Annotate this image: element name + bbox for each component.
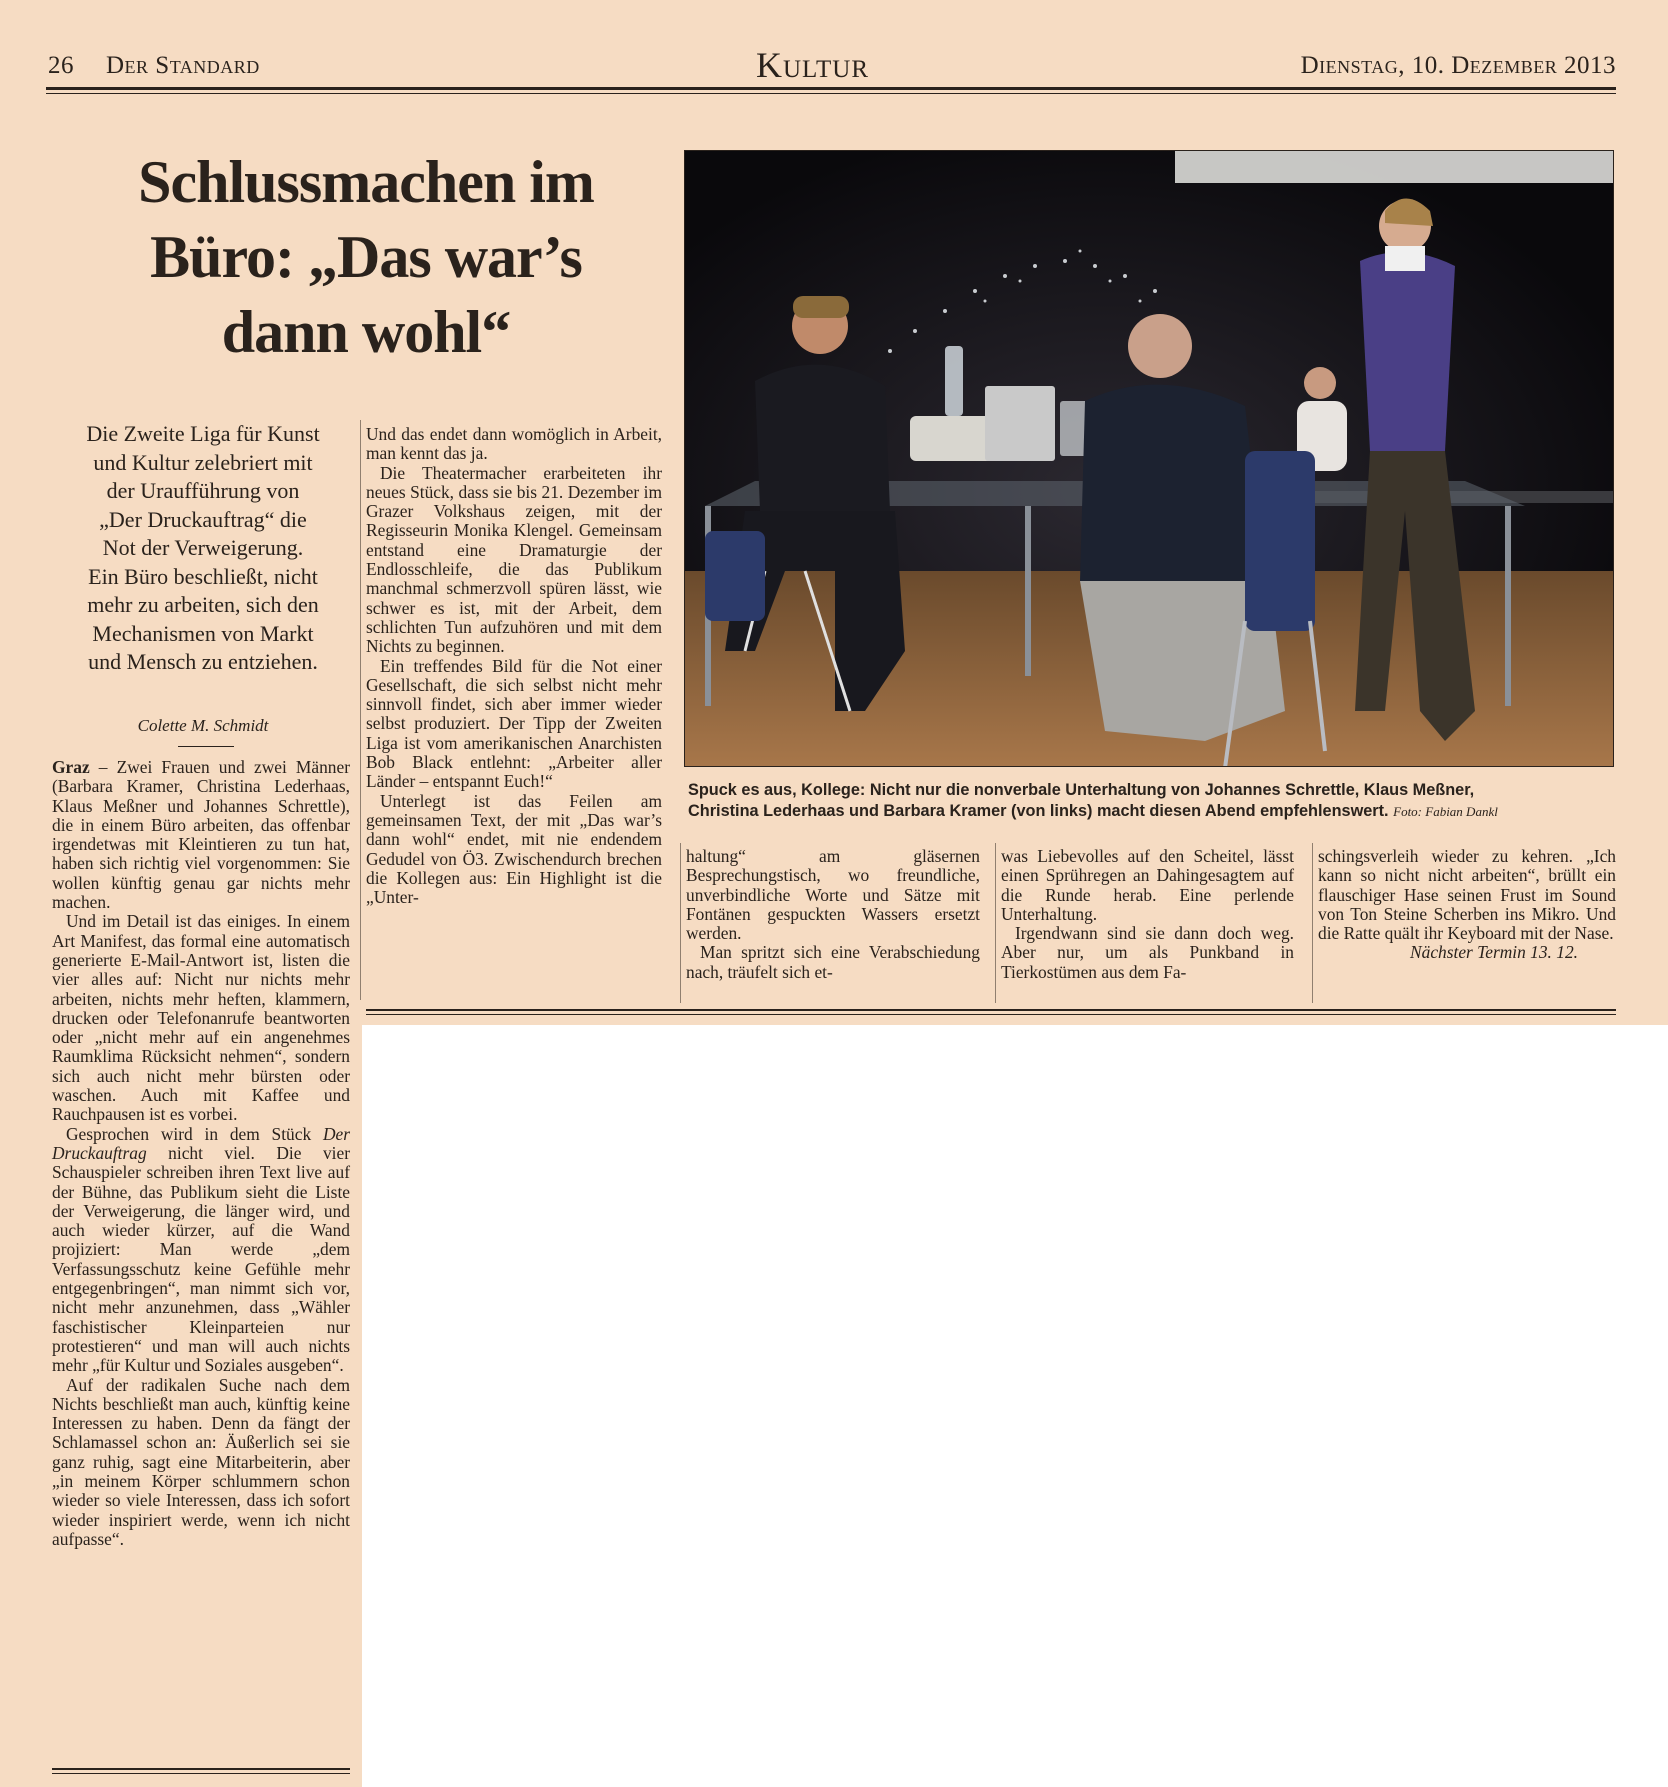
caption-text: Christina Lederhaas und Barbara Kramer (von links) macht diesen Abend empfehlenswert. bbox=[688, 802, 1389, 820]
teaser-line: der Uraufführung von bbox=[106, 478, 300, 503]
column-divider bbox=[360, 420, 361, 1000]
stage-photo-illustration bbox=[685, 151, 1614, 767]
paragraph-text: nicht viel. Die vier Schauspieler schreiben ihren Text live auf der Bühne, das Publikum sieht die Liste der Verweigerung, die länger wird, und auch wieder kürzer, auf die Wand projiziert: Man werde „dem Verfassungsschutz keine Gefühle mehr entgegenbringen“, man nimmt sich vor, nicht mehr anzunehmen, dass „Wähler faschistischer Kleinparteien nur protestieren“ und man will auch nichts mehr „für Kultur und Soziales ausgeben“. bbox=[52, 1142, 350, 1376]
column-divider bbox=[995, 843, 996, 1003]
article-paragraph: Und im Detail ist das einiges. In einem Art Manifest, das formal eine automatisch generierte E-Mail-Antwort ist, listen die vier alles auf: Nicht nur nichts mehr arbeiten, nichts mehr heften, klammern, drucken oder Telefonanrufe beantworten oder „nicht mehr auf ein angenehmes Raumklima Rücksicht nehmen“, sondern sich auch nicht mehr bürsten oder waschen. Auch mit Kaffee und Rauchpausen ist es vorbei. bbox=[52, 911, 350, 1125]
article-column-5 bbox=[1318, 847, 1616, 963]
play-title: Der Druckauftrag bbox=[52, 1123, 350, 1163]
teaser-line: Die Zweite Liga für Kunst bbox=[86, 421, 320, 446]
teaser bbox=[48, 420, 358, 677]
teaser-line: mehr zu arbeiten, sich den bbox=[87, 592, 319, 617]
article-end-rule bbox=[366, 1009, 1616, 1011]
article-end-rule bbox=[52, 1773, 350, 1774]
article-paragraph: was Liebevolles auf den Scheitel, lässt einen Sprühregen an Dahingesagtem auf die Runde herab. Eine perlende Unterhaltung. bbox=[1001, 846, 1294, 924]
article-column-1 bbox=[52, 758, 350, 1549]
article-paragraph: Ein treffendes Bild für die Not einer Gesellschaft, die sich selbst nicht mehr sinnvoll findet, sich aber immer wieder selbst produziert. Der Tipp der Zweiten Liga ist vom amerikanischen Anarchisten Bob Black entlehnt: „Arbeiter aller Länder – entspannt Euch!“ bbox=[366, 655, 662, 792]
headline-line: Büro: „Das war’s bbox=[150, 224, 582, 290]
masthead-rule-thin bbox=[46, 93, 1616, 94]
byline: Colette M. Schmidt bbox=[137, 716, 269, 735]
page-number: 26 bbox=[48, 52, 74, 79]
stage-photo bbox=[684, 150, 1614, 767]
teaser-line: und Mensch zu entziehen. bbox=[88, 649, 318, 674]
article-column-4 bbox=[1001, 847, 1294, 982]
article-end-rule bbox=[366, 1014, 1616, 1015]
article-paragraph: haltung“ am gläsernen Besprechungstisch, wo freundliche, unverbindliche Worte und Sätze mit Fontänen gespuckten Wassers ersetzt werden. bbox=[686, 846, 980, 944]
column-divider bbox=[1312, 843, 1313, 1003]
article-paragraph: Man spritzt sich eine Verabschiedung nach, träufelt sich et- bbox=[686, 942, 980, 982]
paragraph-text: Gesprochen wird in dem Stück bbox=[66, 1123, 323, 1144]
caption-line-with-credit bbox=[688, 801, 1616, 822]
section-title: Kultur bbox=[756, 45, 870, 85]
caption-line: Spuck es aus, Kollege: Nicht nur die nonverbale Unterhaltung von Johannes Schrettle, Klaus Meßner, bbox=[688, 781, 1475, 799]
article-paragraph: Auf der radikalen Suche nach dem Nichts beschließt man auch, künftig keine Interessen zu haben. Denn da fängt der Schlamassel schon an: Äußerlich sei sie ganz ruhig, sagt eine Mitarbeiterin, aber „in meinem Körper schlummern schon wieder so viele Interessen, dass ich sofort wieder inspiriert werde, wenn ich nicht aufpasse“. bbox=[52, 1374, 350, 1549]
teaser-line: Ein Büro beschließt, nicht bbox=[88, 563, 318, 589]
masthead-rule-thick bbox=[46, 87, 1616, 90]
photo-caption bbox=[688, 780, 1616, 822]
article-end-rule bbox=[52, 1768, 350, 1770]
byline-rule bbox=[178, 746, 234, 747]
headline-line: Schlussmachen im bbox=[138, 149, 594, 215]
paragraph-text: – Zwei Frauen und zwei Männer (Barbara Kramer, Christina Lederhaas, Klaus Meßner und Johannes Schrettle), die in einem Büro arbeiten, das offenbar irgendetwas mit Kleintieren zu tun hat, haben sich richtig viel vorgenommen: Sie wollen künftig genau gar nichts mehr machen. bbox=[52, 757, 350, 913]
newspaper-name: Der Standard bbox=[106, 52, 260, 79]
dateline: Graz bbox=[52, 757, 90, 777]
article-paragraph: Und das endet dann womöglich in Arbeit, man kennt das ja. bbox=[366, 424, 662, 464]
publication-date: Dienstag, 10. Dezember 2013 bbox=[1300, 52, 1616, 79]
article-paragraph: schingsverleih wieder zu kehren. „Ich kann so nicht nicht arbeiten“, brüllt ein flauschiger Hase seinen Frust im Sound von Ton Steine Scherben ins Mikro. Und die Ratte quält ihr Keyboard mit der Nase. bbox=[1318, 846, 1616, 944]
headline bbox=[46, 145, 686, 370]
article-paragraph: Die Theatermacher erarbeiteten ihr neues Stück, dass sie bis 21. Dezember im Grazer Volkshaus zeigen, mit der Regisseurin Monika Klengel. Gemeinsam entstand eine Dramaturgie der Endlosschleife, die das Publikum manchmal schmerzvoll spüren lässt, wie schwer es ist, mit der Arbeit, dem schlichten Tun aufzuhören und mit dem Nichts zu beginnen. bbox=[366, 462, 662, 657]
next-performance-date: Nächster Termin 13. 12. bbox=[1410, 942, 1578, 963]
article-paragraph: Irgendwann sind sie dann doch weg. Aber nur, um als Punkband in Tierkostümen aus dem Fa- bbox=[1001, 923, 1294, 982]
teaser-line: Not der Verweigerung. bbox=[102, 535, 304, 560]
article-paragraph: Unterlegt ist das Feilen am gemeinsamen Text, der mit „Das war’s dann wohl“ endet, mit nie endendem Gedudel von Ö3. Zwischendurch brechen die Kollegen aus: Ein Highlight ist die „Unter- bbox=[366, 790, 662, 908]
column-divider bbox=[680, 843, 681, 1003]
headline-line: dann wohl“ bbox=[221, 299, 511, 365]
article-column-2 bbox=[366, 425, 662, 907]
teaser-line: und Kultur zelebriert mit bbox=[93, 449, 313, 475]
article-paragraph bbox=[52, 758, 350, 912]
article-column-3 bbox=[686, 847, 980, 982]
photo-credit: Foto: Fabian Dankl bbox=[1393, 804, 1498, 819]
teaser-line: „Der Druckauftrag“ die bbox=[99, 506, 307, 532]
article-paragraph bbox=[52, 1125, 350, 1376]
teaser-line: Mechanismen von Markt bbox=[92, 620, 314, 646]
